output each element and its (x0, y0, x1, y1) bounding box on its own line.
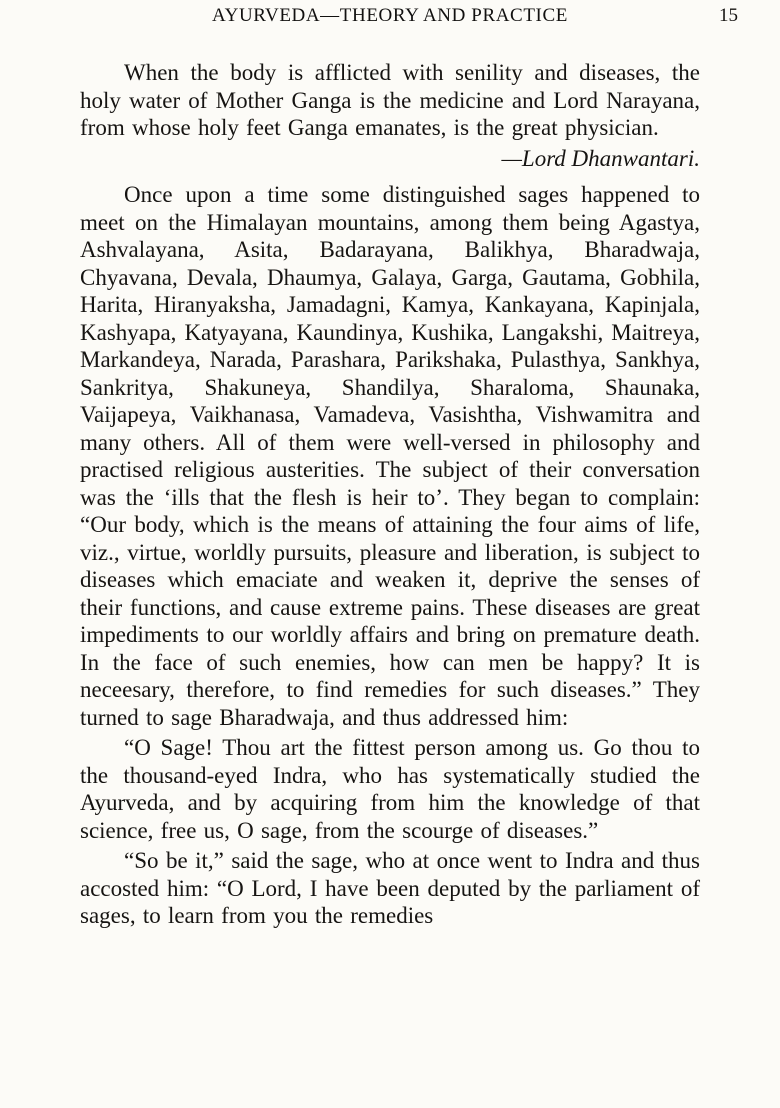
paragraph-so-be-it: “So be it,” said the sage, who at once went to Indra and thus accosted him: “O Lord, I have been deputed by the parliament of sages, to learn from you the remedies (80, 848, 700, 928)
paragraph-sages-meeting: Once upon a time some distinguished sages happened to meet on the Himalayan mountains, among them being Agastya, Ashvalayana, Asita, Badarayana, Balikhya, Bharadwaja, Chyavana, Devala, Dhaumya, Galaya, Garga, Gautama, Gobhila, Harita, Hiranyaksha, Jamadagni, Kamya, Kankayana, Kapinjala, Kashyapa, Katyayana, Kaundinya, Kushika, Langakshi, Maitreya, Markandeya, Narada, Parashara, Parikshaka, Pulasthya, Sankhya, Sankritya, Shakuneya, Shandilya, Sharaloma, Shaunaka, Vaijapeya, Vaikhanasa, Vamadeva, Vasishtha, Vishwamitra and many others. All of them were well-versed in philosophy and practised religious austerities. The subject of their conversation was the ‘ills that the flesh is heir to’. They began to complain: “Our body, which is the means of attaining the four aims of life, viz., virtue, worldly pursuits, pleasure and liberation, is subject to diseases which emaciate and weaken it, deprive the senses of their functions, and cause extreme pains. These diseases are great impediments to our worldly affairs and bring on premature death. In the face of such enemies, how can men be happy? It is neceesary, therefore, to find remedies for such diseases.” They turned to sage Bharadwaja, and thus addressed him: (80, 182, 700, 730)
page-number: 15 (719, 5, 738, 26)
paragraph-invocation: When the body is afflicted with senility and diseases, the holy water of Mother Ganga is the medicine and Lord Narayana, from whose holy feet Ganga emanates, is the great physician. (80, 60, 700, 140)
attribution-line: —Lord Dhanwantari. (501, 145, 700, 171)
page-body (0, 59, 780, 930)
paragraph-o-sage: “O Sage! Thou art the fittest person among us. Go thou to the thousand-eyed Indra, who has systematically studied the Ayurveda, and by acquiring from him the knowledge of that science, free us, O sage, from the scourge of diseases.” (80, 735, 700, 843)
running-title: AYURVEDA—THEORY AND PRACTICE (212, 5, 568, 26)
page-header (0, 0, 780, 31)
